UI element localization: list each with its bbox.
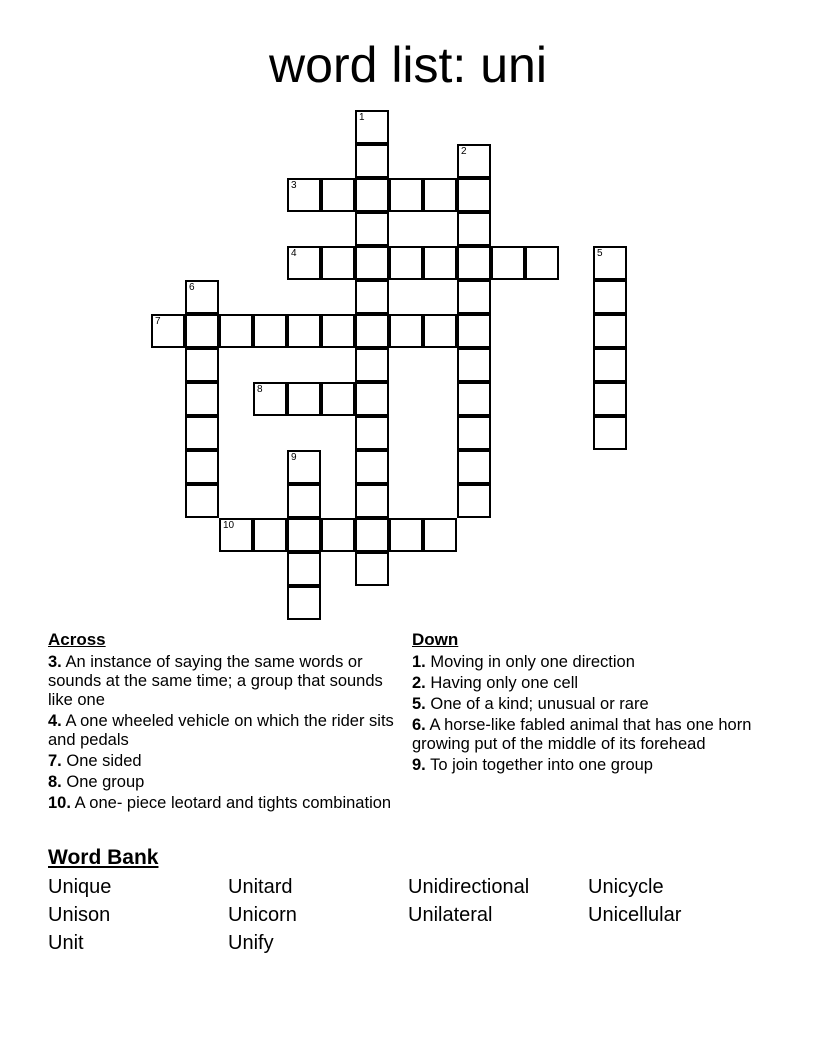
grid-cell[interactable]	[389, 178, 423, 212]
clue-text: One group	[66, 773, 145, 791]
clue-text: To join together into one group	[430, 756, 653, 774]
grid-cell[interactable]	[457, 314, 491, 348]
grid-cell[interactable]	[287, 246, 321, 280]
grid-cell[interactable]	[423, 246, 457, 280]
grid-cell[interactable]	[185, 450, 219, 484]
grid-cell[interactable]	[423, 178, 457, 212]
clue-text: One sided	[66, 752, 142, 770]
across-heading: Across	[48, 630, 106, 649]
across-clues	[48, 630, 408, 815]
word-bank-item: Unique	[48, 876, 112, 898]
grid-cell[interactable]	[389, 518, 423, 552]
grid-cell[interactable]	[355, 450, 389, 484]
cell-number: 9	[291, 452, 297, 463]
word-bank-list	[48, 876, 768, 955]
grid-cell[interactable]	[355, 212, 389, 246]
grid-cell[interactable]	[287, 518, 321, 552]
clue-number: 8.	[48, 773, 62, 791]
grid-cell[interactable]	[287, 450, 321, 484]
clue-down-6	[412, 716, 757, 754]
grid-cell[interactable]	[253, 382, 287, 416]
grid-cell[interactable]	[185, 280, 219, 314]
grid-cell[interactable]	[321, 178, 355, 212]
clue-down-9	[412, 756, 757, 775]
word-bank-item: Unicycle	[588, 876, 664, 898]
grid-cell[interactable]	[593, 416, 627, 450]
grid-cell[interactable]	[593, 246, 627, 280]
clue-text: A horse-like fabled animal that has one horn growing put of the middle of its forehead	[412, 716, 752, 753]
clue-text: Moving in only one direction	[430, 653, 635, 671]
grid-cell[interactable]	[457, 382, 491, 416]
grid-cell[interactable]	[253, 314, 287, 348]
grid-cell[interactable]	[355, 518, 389, 552]
clue-down-1	[412, 653, 757, 672]
grid-cell[interactable]	[355, 348, 389, 382]
grid-cell[interactable]	[287, 178, 321, 212]
clue-text: A one- piece leotard and tights combination	[74, 794, 392, 812]
grid-cell[interactable]	[355, 382, 389, 416]
word-bank-item: Unicellular	[588, 904, 682, 926]
cell-number: 2	[461, 146, 467, 157]
grid-cell[interactable]	[457, 280, 491, 314]
word-bank-item: Unify	[228, 932, 274, 954]
clue-across-4	[48, 712, 408, 750]
clue-number: 7.	[48, 752, 62, 770]
clue-number: 9.	[412, 756, 426, 774]
grid-cell[interactable]	[355, 144, 389, 178]
clue-down-5	[412, 695, 757, 714]
grid-cell[interactable]	[355, 110, 389, 144]
cell-number: 4	[291, 248, 297, 259]
grid-cell[interactable]	[355, 178, 389, 212]
grid-cell[interactable]	[457, 246, 491, 280]
clue-across-8	[48, 773, 408, 792]
grid-cell[interactable]	[457, 178, 491, 212]
grid-cell[interactable]	[219, 314, 253, 348]
word-bank-item: Unitard	[228, 876, 293, 898]
grid-cell[interactable]	[355, 246, 389, 280]
grid-cell[interactable]	[457, 450, 491, 484]
clue-number: 2.	[412, 674, 426, 692]
clue-across-7	[48, 752, 408, 771]
page-title: word list: uni	[269, 37, 547, 93]
clue-number: 10.	[48, 794, 71, 812]
grid-cell[interactable]	[355, 280, 389, 314]
grid-cell[interactable]	[185, 416, 219, 450]
grid-cell[interactable]	[593, 382, 627, 416]
grid-cell[interactable]	[321, 518, 355, 552]
word-bank-item: Unit	[48, 932, 84, 954]
grid-cell[interactable]	[593, 348, 627, 382]
clue-number: 1.	[412, 653, 426, 671]
grid-cell[interactable]	[593, 314, 627, 348]
grid-cell[interactable]	[185, 382, 219, 416]
grid-cell[interactable]	[185, 348, 219, 382]
grid-cell[interactable]	[525, 246, 559, 280]
grid-cell[interactable]	[321, 246, 355, 280]
clue-text: A one wheeled vehicle on which the rider sits and pedals	[48, 712, 394, 749]
grid-cell[interactable]	[491, 246, 525, 280]
down-heading: Down	[412, 630, 459, 649]
clue-number: 6.	[412, 716, 426, 734]
word-bank-item: Unidirectional	[408, 876, 530, 898]
clue-across-10	[48, 794, 408, 813]
cell-number: 10	[223, 520, 235, 531]
word-bank-item: Unicorn	[228, 904, 297, 926]
grid-cell[interactable]	[593, 280, 627, 314]
grid-cell[interactable]	[389, 246, 423, 280]
grid-cell[interactable]	[287, 586, 321, 620]
clue-number: 3.	[48, 653, 62, 671]
cell-number: 7	[155, 316, 161, 327]
grid-cell[interactable]	[355, 314, 389, 348]
word-bank	[48, 846, 768, 955]
grid-cell[interactable]	[457, 484, 491, 518]
grid-cell[interactable]	[287, 382, 321, 416]
grid-cell[interactable]	[457, 212, 491, 246]
grid-cell[interactable]	[457, 416, 491, 450]
grid-cell[interactable]	[389, 314, 423, 348]
grid-cell[interactable]	[185, 314, 219, 348]
clue-number: 4.	[48, 712, 62, 730]
clue-text: Having only one cell	[430, 674, 579, 692]
grid-cell[interactable]	[355, 416, 389, 450]
grid-cell[interactable]	[355, 552, 389, 586]
down-clues	[412, 630, 757, 777]
grid-cell[interactable]	[253, 518, 287, 552]
grid-cell[interactable]	[355, 484, 389, 518]
grid-cell[interactable]	[321, 382, 355, 416]
grid-cell[interactable]	[321, 314, 355, 348]
grid-cell[interactable]	[151, 314, 185, 348]
clue-across-3	[48, 653, 408, 710]
word-bank-item: Unilateral	[408, 904, 493, 926]
cell-number: 3	[291, 180, 297, 191]
grid-cell[interactable]	[287, 552, 321, 586]
grid-cell[interactable]	[423, 314, 457, 348]
clue-down-2	[412, 674, 757, 693]
grid-cell[interactable]	[423, 518, 457, 552]
cell-number: 6	[189, 282, 195, 293]
grid-cell[interactable]	[287, 314, 321, 348]
grid-cell[interactable]	[287, 484, 321, 518]
cell-number: 5	[597, 248, 603, 259]
grid-cell[interactable]	[457, 348, 491, 382]
clue-text: An instance of saying the same words or sounds at the same time; a group that sounds like one	[48, 653, 383, 709]
grid-cell[interactable]	[185, 484, 219, 518]
word-bank-heading: Word Bank	[48, 846, 159, 869]
clue-text: One of a kind; unusual or rare	[430, 695, 649, 713]
cell-number: 8	[257, 384, 263, 395]
cell-number: 1	[359, 112, 365, 123]
grid-cell[interactable]	[457, 144, 491, 178]
word-bank-item: Unison	[48, 904, 111, 926]
grid-cell[interactable]	[219, 518, 253, 552]
clue-number: 5.	[412, 695, 426, 713]
